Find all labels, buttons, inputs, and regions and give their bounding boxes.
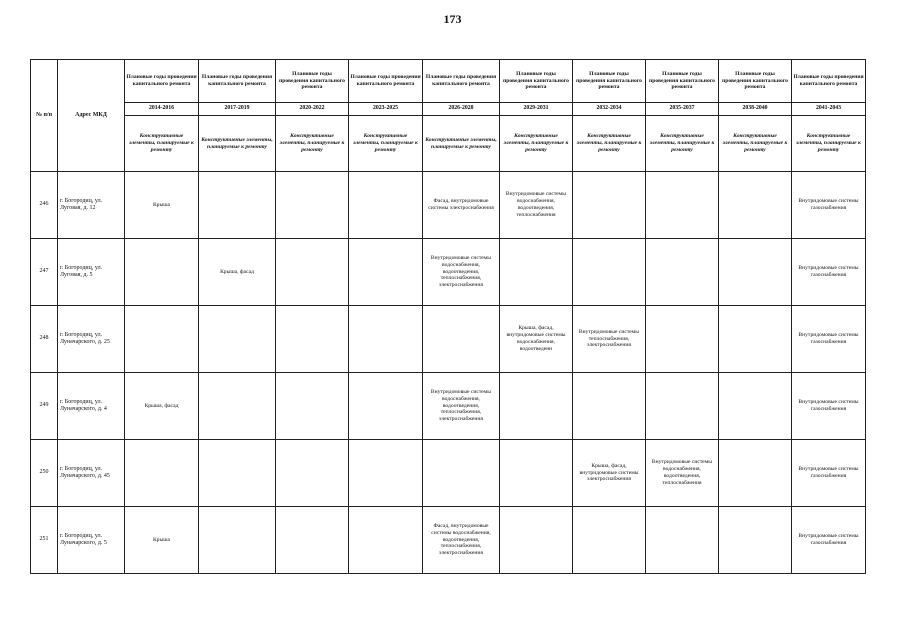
header-period-elements: Конструктивные элементы, планируемые к ремонту	[125, 116, 199, 172]
table-row	[31, 239, 866, 306]
row-cell: Внутридомовые системы водоснабжения, водоотведения, теплоснабжения, электроснабжения	[423, 373, 500, 440]
row-cell: Внутридомовые системы теплоснабжения, электроснабжения	[573, 306, 646, 373]
row-cell	[423, 306, 500, 373]
row-cell	[573, 172, 646, 239]
row-cell: Крыша, фасад, внутридомовые системы электроснабжения	[573, 440, 646, 507]
header-period-elements: Конструктивные элементы, планируемые к ремонту	[719, 116, 792, 172]
header-elements-row	[31, 116, 866, 172]
row-cell	[349, 306, 423, 373]
row-address: г. Богородиц, ул. Луначарского, д. 25	[58, 306, 125, 373]
row-number: 247	[31, 239, 58, 306]
row-cell	[646, 306, 719, 373]
header-period-title: Плановые годы проведения капитального ремонта	[276, 60, 349, 103]
row-cell	[500, 440, 573, 507]
row-cell	[349, 373, 423, 440]
row-cell	[199, 507, 276, 574]
row-number: 246	[31, 172, 58, 239]
row-cell	[719, 239, 792, 306]
header-period-title: Плановые годы проведения капитального ремонта	[719, 60, 792, 103]
capital-repair-table	[30, 59, 866, 574]
row-cell	[573, 507, 646, 574]
row-cell	[349, 440, 423, 507]
row-address: г. Богородиц, ул. Луговая, д. 5	[58, 239, 125, 306]
row-cell	[573, 239, 646, 306]
row-cell	[199, 306, 276, 373]
row-cell: Внутридомовые системы водоснабжения, водоотведения, теплоснабжения	[500, 172, 573, 239]
row-cell	[719, 172, 792, 239]
header-period-years: 2020-2022	[276, 103, 349, 116]
row-number: 251	[31, 507, 58, 574]
header-period-elements: Конструктивные элементы, планируемые к ремонту	[573, 116, 646, 172]
header-period-title: Плановые годы проведения капитального ремонта	[125, 60, 199, 103]
header-title-row	[31, 60, 866, 103]
row-cell	[349, 507, 423, 574]
row-cell	[500, 239, 573, 306]
row-cell	[125, 239, 199, 306]
row-cell	[719, 507, 792, 574]
header-period-elements: Конструктивные элементы, планируемые к ремонту	[276, 116, 349, 172]
row-cell: Крыша	[125, 507, 199, 574]
row-cell: Фасад, внутридомовые системы водоснабжения, водоотведения, теплоснабжения, электроснабжения	[423, 507, 500, 574]
row-cell: Внутридомовые системы газоснабжения	[792, 373, 866, 440]
row-cell: Внутридомовые системы водоснабжения, водоотведения, теплоснабжения	[646, 440, 719, 507]
row-cell: Внутридомовые системы газоснабжения	[792, 172, 866, 239]
row-number: 249	[31, 373, 58, 440]
header-period-elements: Конструктивные элементы, планируемые к ремонту	[199, 116, 276, 172]
row-cell	[646, 172, 719, 239]
row-cell	[719, 440, 792, 507]
row-cell	[500, 507, 573, 574]
row-cell	[276, 373, 349, 440]
row-cell	[646, 239, 719, 306]
row-cell: Внутридомовые системы газоснабжения	[792, 507, 866, 574]
row-cell	[719, 373, 792, 440]
row-cell	[276, 172, 349, 239]
table-row	[31, 172, 866, 239]
row-address: г. Богородиц, ул. Луначарского, д. 4	[58, 373, 125, 440]
row-cell: Внутридомовые системы газоснабжения	[792, 239, 866, 306]
header-period-elements: Конструктивные элементы, планируемые к ремонту	[423, 116, 500, 172]
header-period-years: 2038-2040	[719, 103, 792, 116]
row-cell	[573, 373, 646, 440]
row-cell: Внутридомовые системы водоснабжения, водоотведения, теплоснабжения, электроснабжения	[423, 239, 500, 306]
header-period-title: Плановые годы проведения капитального ремонта	[423, 60, 500, 103]
row-cell	[199, 440, 276, 507]
header-years-row	[31, 103, 866, 116]
header-num: № п/п	[31, 60, 58, 172]
row-number: 248	[31, 306, 58, 373]
header-period-years: 2026-2028	[423, 103, 500, 116]
row-number: 250	[31, 440, 58, 507]
header-period-elements: Конструктивные элементы, планируемые к ремонту	[500, 116, 573, 172]
table-row	[31, 306, 866, 373]
row-cell: Крыша	[125, 172, 199, 239]
row-cell	[276, 239, 349, 306]
header-period-title: Плановые годы проведения капитального ремонта	[500, 60, 573, 103]
header-period-years: 2017-2019	[199, 103, 276, 116]
row-cell	[646, 507, 719, 574]
row-cell	[646, 373, 719, 440]
row-cell: Крыша, фасад	[199, 239, 276, 306]
row-cell	[199, 373, 276, 440]
row-address: г. Богородиц, ул. Луговая, д. 12	[58, 172, 125, 239]
header-period-years: 2023-2025	[349, 103, 423, 116]
row-cell	[125, 440, 199, 507]
header-period-title: Плановые годы проведения капитального ремонта	[792, 60, 866, 103]
row-cell	[199, 172, 276, 239]
header-period-years: 2014-2016	[125, 103, 199, 116]
header-period-title: Плановые годы проведения капитального ремонта	[199, 60, 276, 103]
row-cell	[349, 239, 423, 306]
header-address: Адрес МКД	[58, 60, 125, 172]
header-period-elements: Конструктивные элементы, планируемые к ремонту	[646, 116, 719, 172]
header-period-elements: Конструктивные элементы, планируемые к ремонту	[349, 116, 423, 172]
row-cell	[276, 507, 349, 574]
row-cell	[125, 306, 199, 373]
row-cell	[500, 373, 573, 440]
row-cell: Внутридомовые системы газоснабжения	[792, 440, 866, 507]
header-period-title: Плановые годы проведения капитального ремонта	[646, 60, 719, 103]
header-period-years: 2041-2043	[792, 103, 866, 116]
row-cell: Фасад, внутридомовые системы электроснабжения	[423, 172, 500, 239]
page-number: 173	[443, 12, 462, 26]
header-period-years: 2032-2034	[573, 103, 646, 116]
row-address: г. Богородиц, ул. Луначарского, д. 45	[58, 440, 125, 507]
row-cell: Внутридомовые системы газоснабжения	[792, 306, 866, 373]
header-period-years: 2035-2037	[646, 103, 719, 116]
row-cell: Крыша, фасад, внутридомовые системы водоснабжения, водоотведени	[500, 306, 573, 373]
header-period-elements: Конструктивные элементы, планируемые к ремонту	[792, 116, 866, 172]
table-body	[31, 172, 866, 574]
row-address: г. Богородиц, ул. Луначарского, д. 5	[58, 507, 125, 574]
row-cell	[349, 172, 423, 239]
header-period-title: Плановые годы проведения капитального ремонта	[573, 60, 646, 103]
row-cell	[276, 306, 349, 373]
row-cell	[423, 440, 500, 507]
row-cell: Крыша, фасад	[125, 373, 199, 440]
header-period-years: 2029-2031	[500, 103, 573, 116]
table-row	[31, 507, 866, 574]
table-header	[31, 60, 866, 172]
row-cell	[276, 440, 349, 507]
table-row	[31, 373, 866, 440]
header-period-title: Плановые годы проведения капитального ремонта	[349, 60, 423, 103]
row-cell	[719, 306, 792, 373]
table-row	[31, 440, 866, 507]
